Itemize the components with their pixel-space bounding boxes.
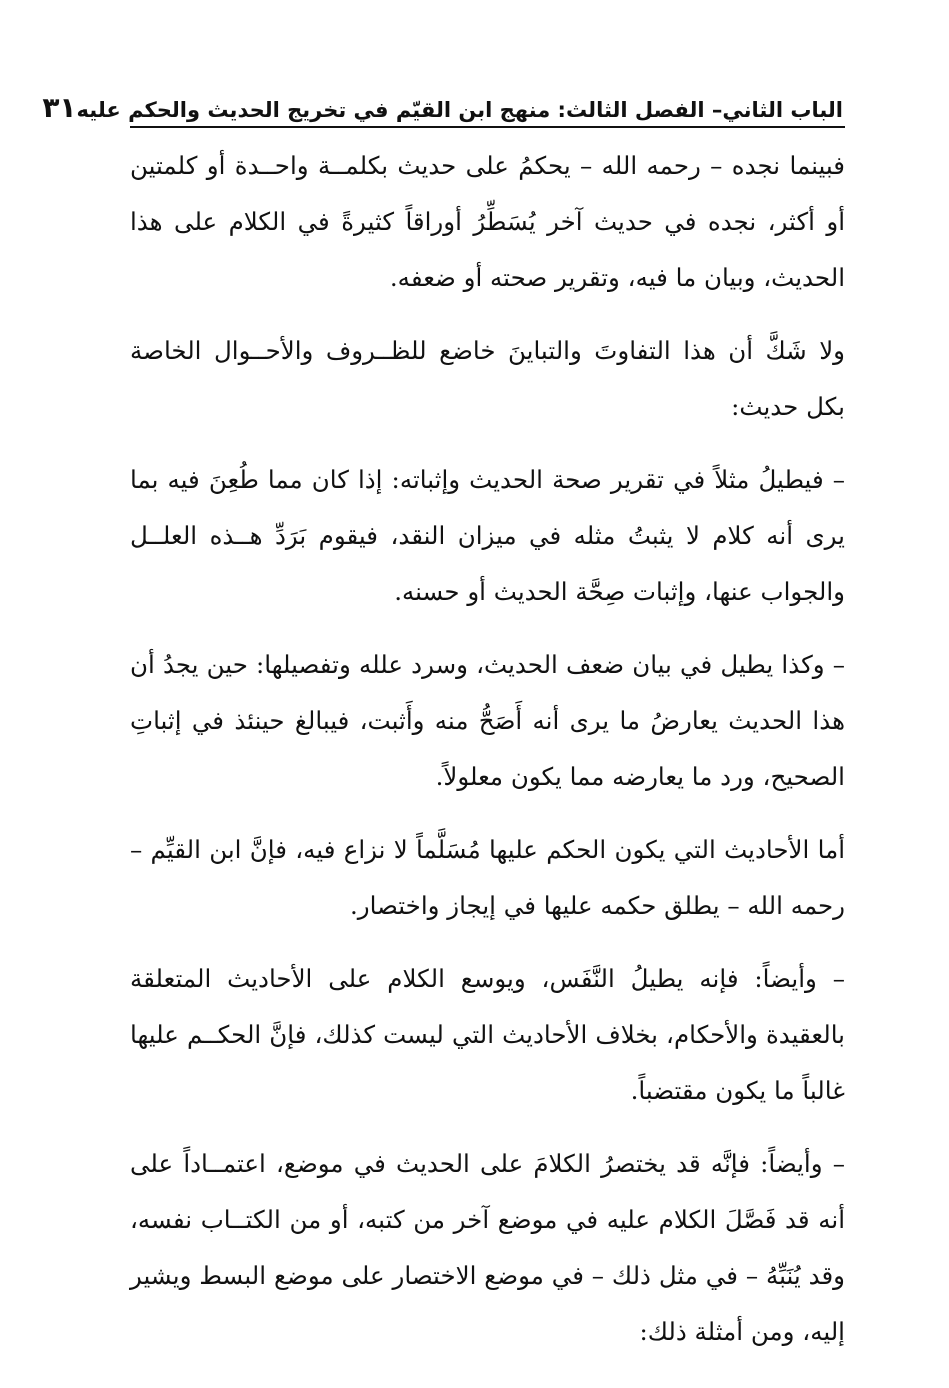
paragraph: فبينما نجده – رحمه الله – يحكمُ على حديث بكلمــة واحــدة أو كلمتين أو أكثر، نجده في حديث آخر يُسَطِّرُ أوراقاً كثيرةً في الكلام على هذا الحديث، وبيان ما فيه، وتقرير صحته أو ضعفه. xyxy=(130,151,845,292)
page-body xyxy=(130,138,845,1360)
chapter-title: الباب الثاني– الفصل الثالث: منهج ابن القيّم في تخريج الحديث والحكم عليه xyxy=(76,98,843,122)
paragraph: ولا شَكَّ أن هذا التفاوتَ والتباينَ خاضع للظــروف والأحــوال الخاصة بكل حديث: xyxy=(130,336,845,421)
book-page xyxy=(42,88,845,1377)
paragraph: – وأيضاً: فإنَّه قد يختصرُ الكلامَ على الحديث في موضع، اعتمــاداً على أنه قد فَصَّلَ الكلام عليه في موضع آخر من كتبه، أو من الكتــاب نفسه، وقد يُنَبِّهُ – في مثل ذلك – في موضع الاختصار على موضع البسط ويشير إليه، ومن أمثلة ذلك: xyxy=(130,1149,845,1346)
page-number: ٣١ xyxy=(42,91,77,124)
paragraph: – فيطيلُ مثلاً في تقرير صحة الحديث وإثباته: إذا كان مما طُعِنَ فيه بما يرى أنه كلام لا يثبتُ مثله في ميزان النقد، فيقوم بَرَدِّ هــذه العلــل والجواب عنها، وإثبات صِحَّة الحديث أو حسنه. xyxy=(130,465,845,606)
paragraph: أما الأحاديث التي يكون الحكم عليها مُسَلَّماً لا نزاع فيه، فإنَّ ابن القيِّم – رحمه الله – يطلق حكمه عليها في إيجاز واختصار. xyxy=(130,835,845,920)
paragraph: – وأيضاً: فإنه يطيلُ النَّفَس، ويوسع الكلام على الأحاديث المتعلقة بالعقيدة والأحكام، بخلاف الأحاديث التي ليست كذلك، فإنَّ الحكــم عليها غالباً ما يكون مقتضباً. xyxy=(130,964,845,1105)
paragraph: – وكذا يطيل في بيان ضعف الحديث، وسرد علله وتفصيلها: حين يجدُ أن هذا الحديث يعارضُ ما يرى أنه أَصَحُّ منه وأَثبت، فيبالغ حينئذ في إثباتِ الصحيح، ورد ما يعارضه مما يكون معلولاً. xyxy=(130,650,845,791)
running-header xyxy=(42,88,845,128)
